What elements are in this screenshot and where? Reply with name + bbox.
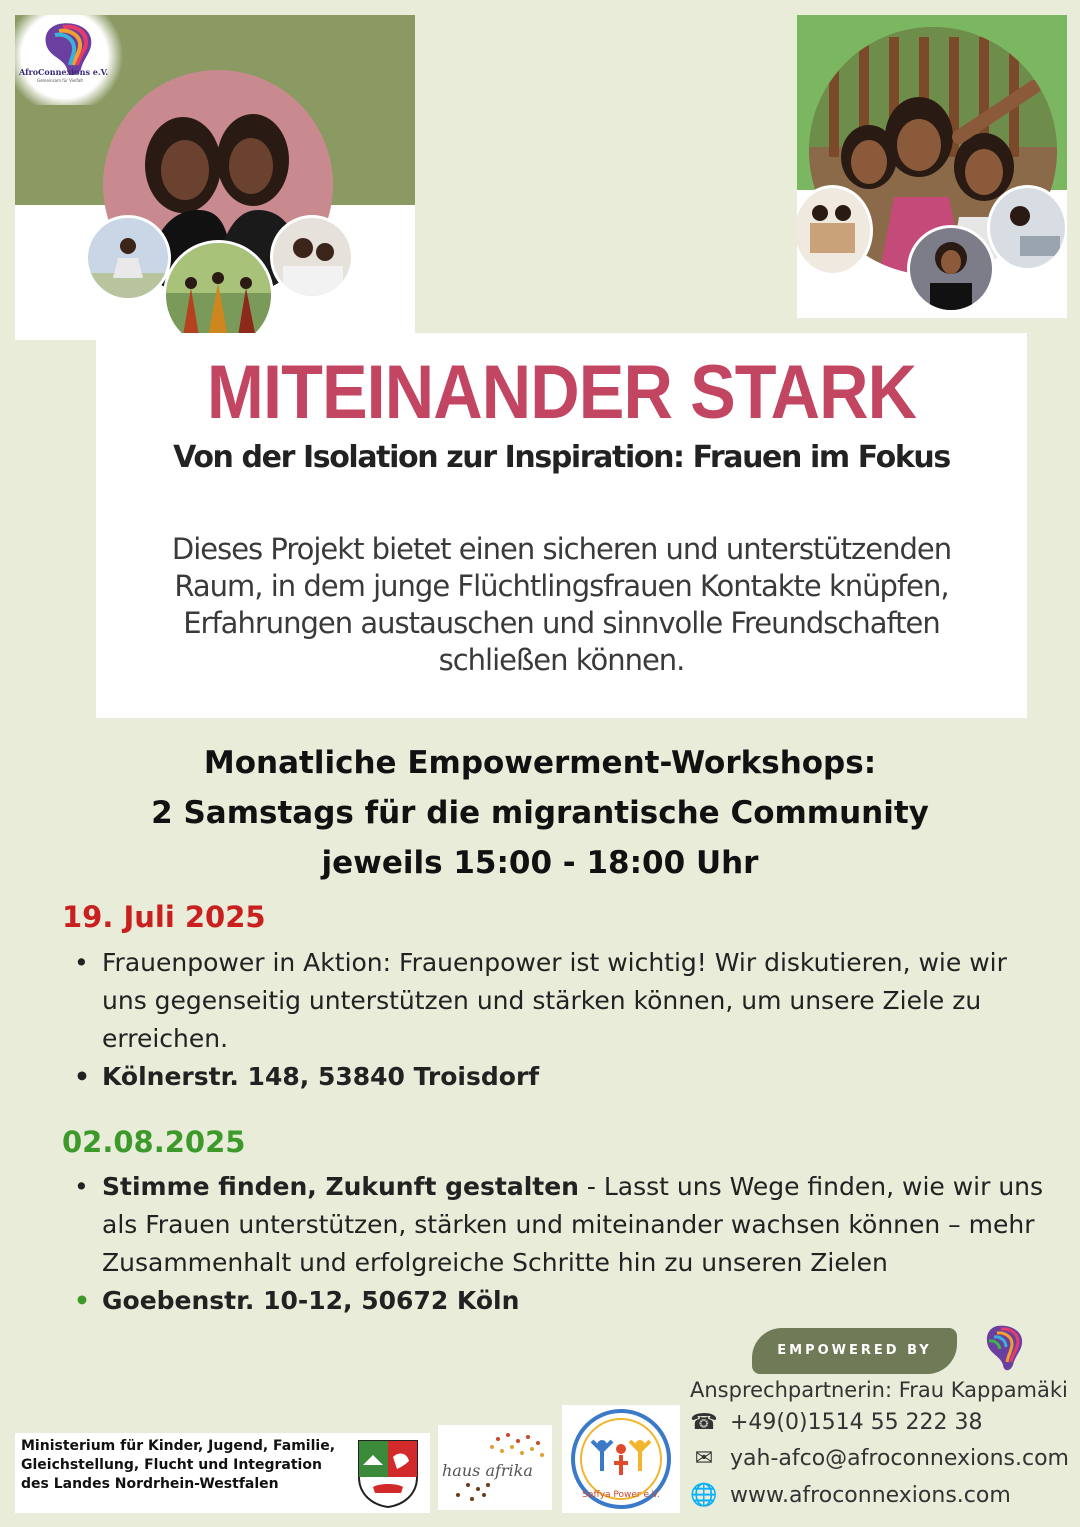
- contact-phone-row: [688, 1410, 983, 1435]
- event-headline: Stimme finden, Zukunft gestalten: [102, 1172, 579, 1201]
- nrw-crest-icon: [355, 1437, 421, 1509]
- ministry-logo: [15, 1433, 430, 1513]
- afroconnexions-logo: [15, 15, 125, 105]
- event-date-1: 19. Juli 2025: [62, 900, 266, 934]
- photo-collage-left: [15, 15, 415, 340]
- phone-icon: ☎: [690, 1410, 718, 1435]
- photo-laptop-circle: [987, 185, 1067, 271]
- globe-icon: 🌐: [690, 1483, 718, 1508]
- event-description: • Frauenpower in Aktion: Frauenpower ist wichtig! Wir diskutieren, wie wir uns gegenseitig unterstützen und stärken können, um unsere Ziele zu erreichen.: [62, 944, 1022, 1058]
- contact-email-row: [688, 1446, 1069, 1471]
- photo-shopping-circle: [797, 185, 873, 276]
- contact-person: Ansprechpartnerin: Frau Kappamäki: [690, 1378, 1068, 1402]
- afroconnexions-logo-small: [975, 1322, 1045, 1377]
- event-item: [62, 1168, 1062, 1282]
- page-title: MITEINANDER STARK: [206, 350, 917, 435]
- saffya-name: Saffya Power e.V.: [582, 1490, 660, 1500]
- haus-afrika-logo: [438, 1425, 552, 1510]
- empowered-by-badge: EMPOWERED BY: [752, 1328, 957, 1374]
- workshop-header-line: 2 Samstags für die migrantische Community: [151, 795, 929, 831]
- photo-jump-circle: [85, 215, 171, 301]
- contact-email[interactable]: yah-afco@afroconnexions.com: [730, 1446, 1069, 1471]
- title-panel: [96, 333, 1027, 718]
- workshop-header-line: jeweils 15:00 - 18:00 Uhr: [321, 845, 759, 881]
- haus-afrika-name: haus afrika: [442, 1461, 533, 1480]
- event-address: • Goebenstr. 10-12, 50672 Köln: [62, 1282, 1062, 1320]
- project-description: Dieses Projekt bietet einen sicheren und unterstützenden Raum, in dem junge Flüchtlingsfrauen Kontakte knüpfen, Erfahrungen austauschen und sinnvolle Freundschaften schließen können.: [171, 532, 952, 677]
- saffya-power-logo: [562, 1405, 680, 1513]
- event-description: - Lasst uns Wege finden, wie wir uns als Frauen unterstützen, stärken und miteinander wachsen können – mehr Zusammenhalt und erfolgreiche Schritte hin zu unseren Zielen: [102, 1172, 1044, 1277]
- event-date-2: 02.08.2025: [62, 1125, 246, 1159]
- event-list-2: [62, 1168, 1062, 1320]
- photo-office-circle: [270, 215, 354, 299]
- page-subtitle: Von der Isolation zur Inspiration: Frauen im Fokus: [173, 440, 950, 475]
- event-address: • Kölnerstr. 148, 53840 Troisdorf: [62, 1058, 1022, 1096]
- photo-portrait-circle: [907, 225, 995, 313]
- contact-phone[interactable]: +49(0)1514 55 222 38: [730, 1410, 983, 1435]
- photo-collage-right: [797, 15, 1067, 318]
- contact-web-row: [688, 1483, 1011, 1508]
- ministry-name: Ministerium für Kinder, Jugend, Familie, Gleichstellung, Flucht und Integration des Landes Nordrhein-Westfalen: [21, 1438, 336, 1492]
- logo-subtitle: Gemeinsam für Vielfalt: [37, 78, 83, 83]
- mail-icon: ✉: [694, 1446, 714, 1471]
- workshop-header-line: Monatliche Empowerment-Workshops:: [203, 745, 877, 781]
- event-list-1: [62, 944, 1022, 1096]
- photo-dance-circle: [163, 240, 274, 340]
- contact-website[interactable]: www.afroconnexions.com: [730, 1483, 1011, 1508]
- workshop-header: [0, 738, 1080, 888]
- logo-name: AfroConnexions e.V.: [19, 67, 109, 77]
